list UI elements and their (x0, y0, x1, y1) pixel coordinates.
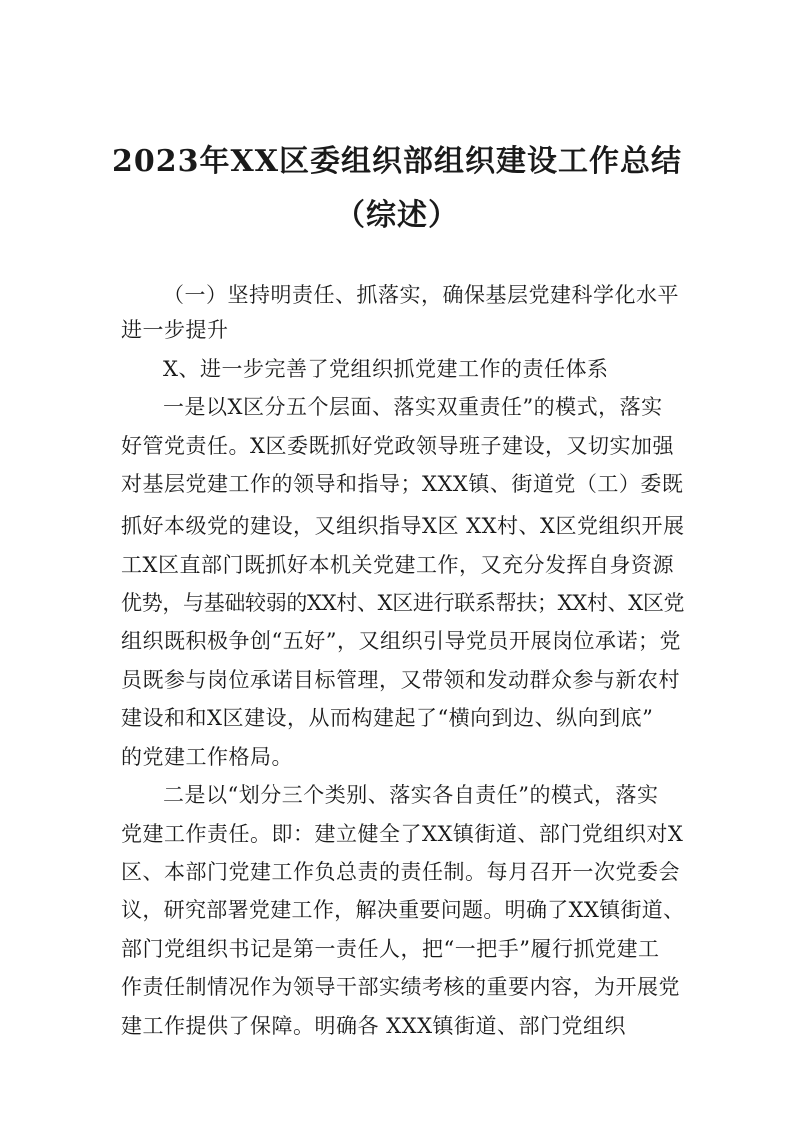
section-heading: （一）坚持明责任、抓落实，确保基层党建科学化水平 (163, 283, 679, 307)
paragraph-line: 的党建工作格局。 (121, 745, 293, 769)
paragraph-line: 建设和和X区建设，从而构建起了“横向到边、纵向到底” (121, 706, 654, 730)
paragraph-line: 议，研究部署党建工作，解决重要问题。明确了XX镇街道、 (121, 898, 685, 922)
paragraph-line: 工X区直部门既抓好本机关党建工作，又充分发挥自身资源 (121, 553, 674, 577)
document-subtitle: （综述） (335, 198, 459, 233)
paragraph-line: 一是以X区分五个层面、落实双重责任”的模式，落实 (163, 395, 663, 419)
paragraph-line: 二是以“划分三个类别、落实各自责任”的模式，落实 (163, 783, 659, 807)
paragraph-line: 组织既积极争创“五好”，又组织引导党员开展岗位承诺；党 (121, 629, 681, 653)
paragraph-line: 优势，与基础较弱的XX村、X区进行联系帮扶；XX村、X区党 (121, 591, 685, 615)
section-heading-continued: 进一步提升 (121, 318, 229, 342)
paragraph-line: 作责任制情况作为领导干部实绩考核的重要内容，为开展党 (121, 975, 680, 999)
paragraph-line: 建工作提供了保障。明确各 XXX镇街道、部门党组织 (121, 1014, 627, 1038)
document-title: 2023年XX区委组织部组织建设工作总结 (111, 144, 683, 179)
paragraph-line: 区、本部门党建工作负总责的责任制。每月召开一次党委会 (121, 860, 680, 884)
paragraph-line: 对基层党建工作的领导和指导；XXX镇、街道党（工）委既 (121, 472, 684, 496)
paragraph-line: 员既参与岗位承诺目标管理，又带领和发动群众参与新农村 (121, 668, 680, 692)
paragraph-line: 好管党责任。X区委既抓好党政领导班子建设，又切实加强 (121, 434, 674, 458)
subsection-heading: X、进一步完善了党组织抓党建工作的责任体系 (163, 357, 609, 381)
paragraph-line: 党建工作责任。即：建立健全了XX镇街道、部门党组织对X (121, 822, 684, 846)
paragraph-line: 抓好本级党的建设，又组织指导X区 XX村、X区党组织开展 (121, 514, 685, 538)
paragraph-line: 部门党组织书记是第一责任人，把“一把手”履行抓党建工 (121, 937, 660, 961)
